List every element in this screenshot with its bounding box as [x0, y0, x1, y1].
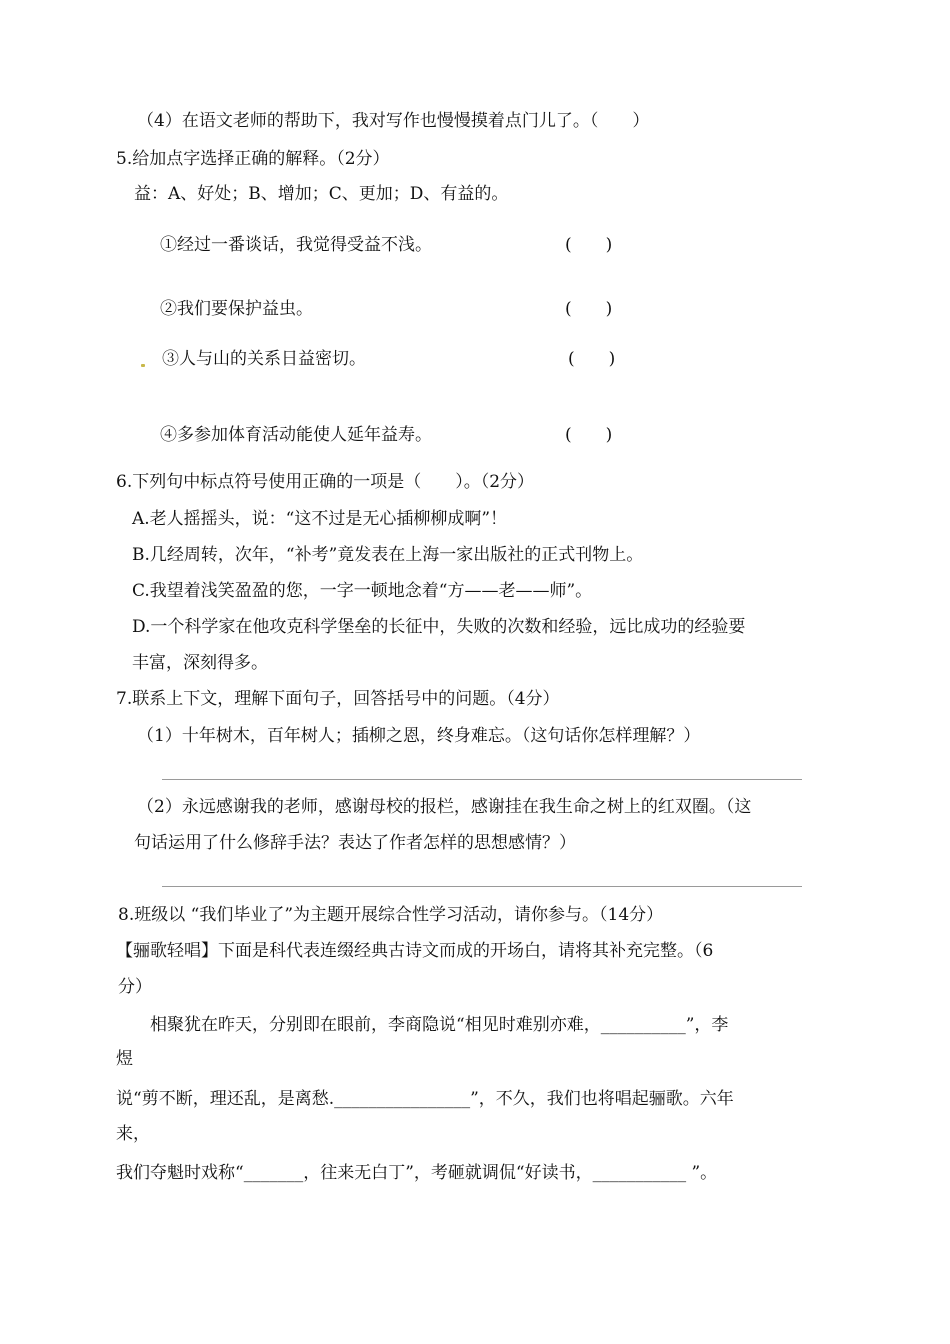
q8-title: 8.班级以 “我们毕业了”为主题开展综合性学习活动，请你参与。（14分）: [118, 905, 664, 925]
q5-answer-paren-1[interactable]: ( ): [565, 235, 613, 255]
q8-subsection-cont: 分）: [118, 977, 152, 997]
stray-mark: [141, 364, 145, 367]
q8-paragraph-line-5: 我们夺魁时戏称“_______，往来无白丁”，考砸就调侃“好读书，___________ ”。: [116, 1163, 718, 1183]
q8-paragraph-line-2: 煜: [116, 1049, 133, 1069]
q6-option-c: C.我望着浅笑盈盈的您，一字一顿地念着“方——老——师”。: [132, 581, 593, 601]
q7-answer-line-2[interactable]: [162, 886, 802, 887]
q6-option-d-cont: 丰富，深刻得多。: [132, 653, 268, 673]
q5-title: 5.给加点字选择正确的解释。（2分）: [116, 149, 390, 169]
q5-item-2: ②我们要保护益虫。: [160, 299, 313, 319]
q8-paragraph-line-1: 相聚犹在昨天，分别即在眼前，李商隐说“相见时难别亦难，__________”，李: [150, 1015, 729, 1035]
q7-part-2-cont: 句话运用了什么修辞手法？表达了作者怎样的思想感情？）: [134, 833, 576, 853]
q8-paragraph-line-4: 来，: [116, 1124, 150, 1144]
q5-item-4: ④多参加体育活动能使人延年益寿。: [160, 425, 432, 445]
q5-answer-paren-4[interactable]: ( ): [565, 425, 613, 445]
q5-answer-paren-2[interactable]: ( ): [565, 299, 613, 319]
q5-item-3: ③人与山的关系日益密切。: [162, 349, 366, 369]
q5-answer-paren-3[interactable]: ( ): [568, 349, 616, 369]
q4-item-4: （4）在语文老师的帮助下，我对写作也慢慢摸着点门儿了。（ ）: [137, 111, 650, 131]
q7-part-2: （2）永远感谢我的老师，感谢母校的报栏，感谢挂在我生命之树上的红双圈。（这: [137, 797, 752, 817]
q6-option-a: A.老人摇摇头，说：“这不过是无心插柳柳成啊”！: [132, 509, 508, 529]
q6-option-b: B.几经周转，次年，“补考”竟发表在上海一家出版社的正式刊物上。: [132, 545, 644, 565]
q6-option-d: D.一个科学家在他攻克科学堡垒的长征中，失败的次数和经验，远比成功的经验要: [132, 617, 746, 637]
q7-answer-line-1[interactable]: [162, 779, 802, 780]
q6-title: 6.下列句中标点符号使用正确的一项是（ ）。（2分）: [116, 472, 535, 492]
q8-paragraph-line-3: 说“剪不断，理还乱，是离愁.________________”，不久，我们也将唱起骊歌。六年: [116, 1089, 734, 1109]
q7-part-1: （1）十年树木，百年树人；插柳之恩，终身难忘。（这句话你怎样理解？）: [137, 726, 701, 746]
q5-item-1: ①经过一番谈话，我觉得受益不浅。: [160, 235, 432, 255]
q5-definition: 益：A、好处；B、增加；C、更加；D、有益的。: [134, 184, 509, 204]
q7-title: 7.联系上下文，理解下面句子，回答括号中的问题。（4分）: [116, 689, 560, 709]
q8-subsection: 【骊歌轻唱】下面是科代表连缀经典古诗文而成的开场白，请将其补充完整。（6: [116, 941, 714, 961]
